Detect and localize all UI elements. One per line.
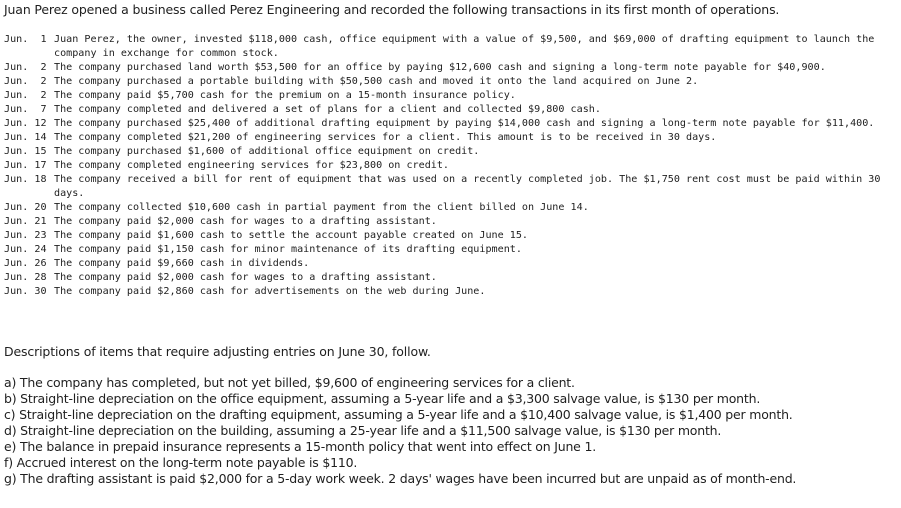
adjusting-item-g: g) The drafting assistant is paid $2,000 for a 5-day work week. 2 days' wages have been incurred but are unpaid as of month-end. (4, 471, 797, 486)
intro-paragraph: Juan Perez opened a business called Perez Engineering and recorded the following transactions in its first month of operations. (4, 2, 780, 17)
transaction-text: The company received a bill for rent of equipment that was used on a recently completed job. The $1,750 rent cost must be paid within 30 days. (54, 174, 881, 199)
transaction-row (4, 285, 897, 299)
transaction-text: The company purchased $25,400 of additional drafting equipment by paying $14,000 cash and signing a long-term note payable for $11,400. (54, 118, 875, 129)
transaction-date: Jun. 23 (4, 230, 47, 241)
transaction-text: The company paid $1,600 cash to settle the account payable created on June 15. (54, 230, 529, 241)
transaction-row (4, 173, 897, 201)
transaction-row (4, 103, 897, 117)
transaction-date: Jun. 24 (4, 244, 47, 255)
transaction-row (4, 243, 897, 257)
transaction-text: The company paid $2,000 cash for wages to a drafting assistant. (54, 216, 437, 227)
transaction-text: The company purchased land worth $53,500 for an office by paying $12,600 cash and signing a long-term note payable for $40,900. (54, 62, 826, 73)
transaction-text: The company paid $2,860 cash for advertisements on the web during June. (54, 286, 486, 297)
transaction-row (4, 159, 897, 173)
transaction-date: Jun. 2 (4, 62, 47, 73)
adjusting-item-e: e) The balance in prepaid insurance represents a 15-month policy that went into effect on June 1. (4, 439, 596, 454)
transaction-date: Jun. 7 (4, 104, 47, 115)
transaction-date: Jun. 21 (4, 216, 47, 227)
transaction-date: Jun. 17 (4, 160, 47, 171)
transaction-row (4, 229, 897, 243)
transaction-text: The company paid $1,150 cash for minor maintenance of its drafting equipment. (54, 244, 522, 255)
transaction-row (4, 75, 897, 89)
transaction-row (4, 145, 897, 159)
transaction-date: Jun. 2 (4, 90, 47, 101)
transaction-text: The company purchased $1,600 of additional office equipment on credit. (54, 146, 480, 157)
adjusting-item-b: b) Straight-line depreciation on the office equipment, assuming a 5-year life and a $3,300 salvage value, is $130 per month. (4, 391, 761, 406)
adjusting-heading: Descriptions of items that require adjusting entries on June 30, follow. (4, 344, 431, 359)
adjusting-items-list (4, 375, 796, 487)
transaction-text: The company paid $5,700 cash for the premium on a 15-month insurance policy. (54, 90, 516, 101)
transaction-row (4, 33, 897, 61)
transaction-text: The company paid $9,660 cash in dividends. (54, 258, 310, 269)
transaction-date: Jun. 15 (4, 146, 47, 157)
transaction-date: Jun. 1 (4, 34, 47, 45)
adjusting-item-a: a) The company has completed, but not yet billed, $9,600 of engineering services for a client. (4, 375, 575, 390)
transaction-text: The company collected $10,600 cash in partial payment from the client billed on June 14. (54, 202, 589, 213)
transaction-row (4, 89, 897, 103)
transaction-date: Jun. 20 (4, 202, 47, 213)
transaction-text: Juan Perez, the owner, invested $118,000 cash, office equipment with a value of $9,500, and $69,000 of drafting equipment to launch the company in exchange for common stock. (54, 34, 875, 59)
transaction-text: The company completed engineering services for $23,800 on credit. (54, 160, 450, 171)
transaction-date: Jun. 18 (4, 174, 47, 185)
transaction-row (4, 271, 897, 285)
transaction-row (4, 117, 897, 131)
transaction-row (4, 131, 897, 145)
transaction-date: Jun. 30 (4, 286, 47, 297)
adjusting-item-c: c) Straight-line depreciation on the drafting equipment, assuming a 5-year life and a $10,400 salvage value, is $1,400 per month. (4, 407, 793, 422)
transaction-date: Jun. 12 (4, 118, 47, 129)
transaction-row (4, 201, 897, 215)
transaction-text: The company completed $21,200 of engineering services for a client. This amount is to be received in 30 days. (54, 132, 717, 143)
transaction-date: Jun. 2 (4, 76, 47, 87)
transaction-text: The company paid $2,000 cash for wages to a drafting assistant. (54, 272, 437, 283)
transaction-date: Jun. 28 (4, 272, 47, 283)
transaction-text: The company completed and delivered a set of plans for a client and collected $9,800 cash. (54, 104, 601, 115)
transaction-date: Jun. 26 (4, 258, 47, 269)
transaction-text: The company purchased a portable building with $50,500 cash and moved it onto the land acquired on June 2. (54, 76, 699, 87)
transactions-list (4, 33, 897, 299)
transaction-row (4, 257, 897, 271)
transaction-row (4, 61, 897, 75)
transaction-row (4, 215, 897, 229)
adjusting-item-f: f) Accrued interest on the long-term note payable is $110. (4, 455, 358, 470)
transaction-date: Jun. 14 (4, 132, 47, 143)
adjusting-item-d: d) Straight-line depreciation on the building, assuming a 25-year life and a $11,500 salvage value, is $130 per month. (4, 423, 722, 438)
